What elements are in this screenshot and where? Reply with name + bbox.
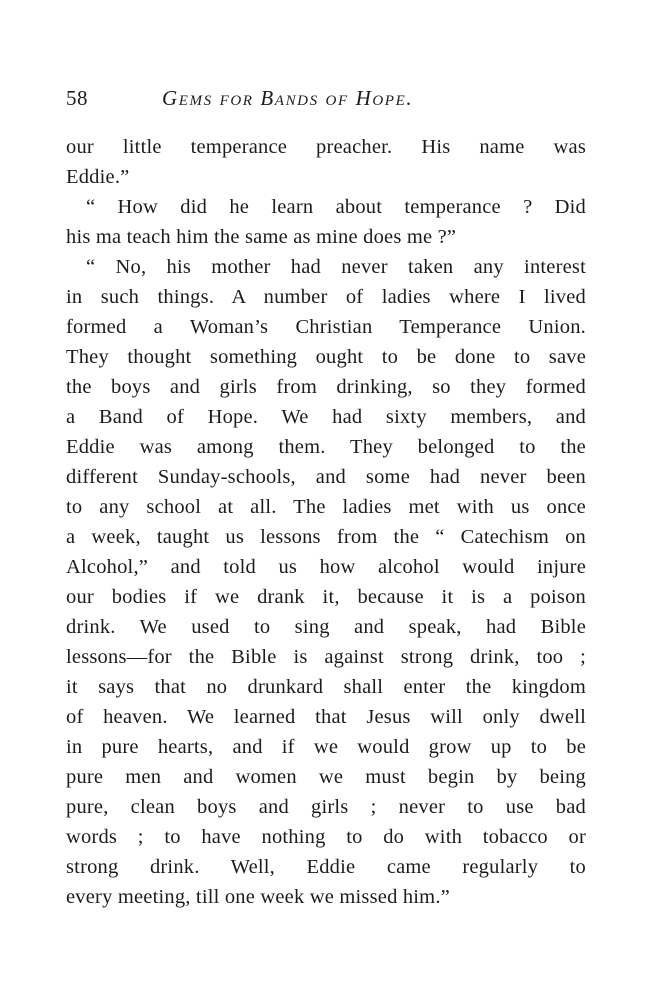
text-line: our bodies if we drank it, because it is a poison <box>66 586 586 608</box>
text-line: “ How did he learn about temperance ? Did <box>86 196 586 218</box>
text-line: drink. We used to sing and speak, had Bible <box>66 616 586 638</box>
text-line: to any school at all. The ladies met with us once <box>66 496 586 518</box>
text-line: formed a Woman’s Christian Temperance Union. <box>66 316 586 338</box>
text-line: his ma teach him the same as mine does me ?” <box>66 226 457 248</box>
text-line: in pure hearts, and if we would grow up to be <box>66 736 586 758</box>
text-line: a Band of Hope. We had sixty members, and <box>66 406 586 428</box>
body-text <box>66 132 586 912</box>
text-line: “ No, his mother had never taken any interest <box>86 256 586 278</box>
text-line: Eddie was among them. They belonged to the <box>66 436 586 458</box>
page-number: 58 <box>66 86 88 110</box>
running-head <box>66 86 586 116</box>
text-line: the boys and girls from drinking, so they formed <box>66 376 586 398</box>
text-line: our little temperance preacher. His name was <box>66 136 586 158</box>
text-line: different Sunday-schools, and some had never been <box>66 466 586 488</box>
text-line: Eddie.” <box>66 166 130 188</box>
text-line: words ; to have nothing to do with tobacco or <box>66 826 586 848</box>
text-line: pure men and women we must begin by being <box>66 766 586 788</box>
text-line: lessons—for the Bible is against strong drink, too ; <box>66 646 586 668</box>
text-line: Alcohol,” and told us how alcohol would injure <box>66 556 586 578</box>
text-line: of heaven. We learned that Jesus will only dwell <box>66 706 586 728</box>
text-line: They thought something ought to be done to save <box>66 346 586 368</box>
text-line: a week, taught us lessons from the “ Catechism on <box>66 526 586 548</box>
running-title: Gems for Bands of Hope. <box>162 86 414 110</box>
text-line: in such things. A number of ladies where I lived <box>66 286 586 308</box>
text-line: strong drink. Well, Eddie came regularly to <box>66 856 586 878</box>
text-line: it says that no drunkard shall enter the kingdom <box>66 676 586 698</box>
text-line: pure, clean boys and girls ; never to use bad <box>66 796 586 818</box>
text-line: every meeting, till one week we missed him.” <box>66 886 450 908</box>
